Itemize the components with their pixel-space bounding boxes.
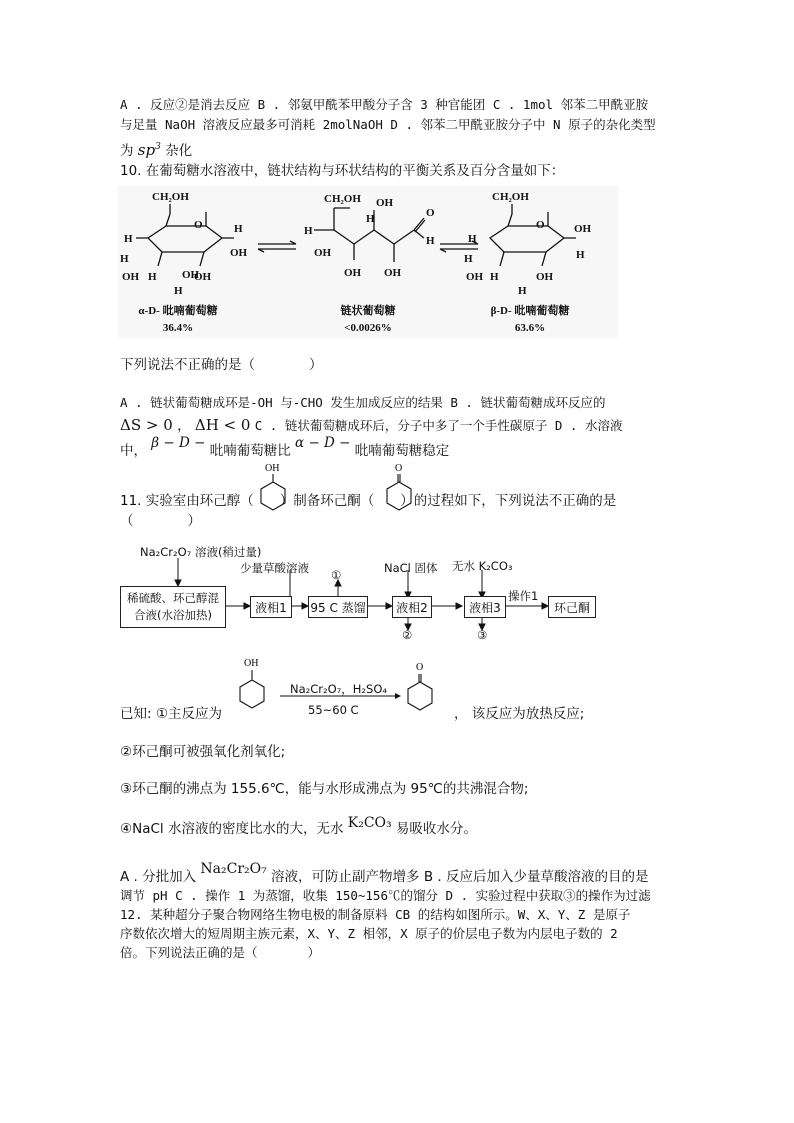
flow-box-liquid-1: 液相1	[250, 596, 292, 618]
flow-output-2: ②	[402, 628, 413, 642]
flow-oxalic-label: 少量草酸溶液	[240, 561, 309, 575]
svg-text:H: H	[304, 225, 313, 237]
k2co3-formula: K₂CO₃	[347, 815, 392, 831]
sp3-text: $sp^3$	[137, 141, 161, 159]
svg-text:H: H	[490, 271, 499, 283]
known-3: ③环己酮的沸点为 155.6℃，能与水形成沸点为 95℃的共沸混合物;	[120, 781, 529, 797]
q10-line3-c: 吡喃葡萄糖稳定	[354, 443, 450, 459]
q11-stem-a: 11. 实验室由环己醇（	[120, 493, 254, 509]
known-4-b: 易吸收水分。	[395, 821, 477, 837]
flow-box-distill: 95 C 蒸馏	[308, 596, 368, 618]
q10-line3-a: 中，	[120, 443, 147, 459]
q9-line3-prefix: 为	[120, 143, 134, 159]
svg-text:H: H	[234, 223, 243, 235]
svg-text:OH: OH	[194, 271, 212, 283]
svg-text:OH: OH	[376, 197, 394, 209]
known-suffix: ， 该反应为放热反应;	[454, 706, 585, 722]
known-4-a: ④NaCl 水溶液的密度比水的大，无水	[120, 821, 344, 837]
svg-text:OH: OH	[314, 247, 332, 259]
na2cr2o7-formula: Na₂Cr₂O₇	[200, 861, 267, 877]
svg-text:OH: OH	[230, 247, 248, 259]
svg-text:H: H	[148, 271, 157, 283]
beta-glucose-percent: 63.6%	[514, 322, 546, 334]
cyclohexanone-icon	[382, 460, 416, 514]
svg-text:O: O	[194, 219, 203, 231]
flow-start-line-2: 合液(水浴加热)	[134, 608, 212, 622]
q10-question: 下列说法不正确的是（ ）	[120, 357, 323, 373]
q10-option-line-3	[120, 435, 680, 462]
svg-text:CH₂OH: CH₂OH	[324, 193, 361, 205]
known-prefix: 已知: ①主反应为	[120, 706, 222, 722]
flow-operation-1: 操作1	[508, 589, 539, 603]
svg-text:O: O	[536, 219, 545, 231]
delta-s-formula: ΔS > 0	[120, 416, 173, 434]
q9-option-line-1: A . 反应②是消去反应 B . 邻氨甲酰苯甲酸分子含 3 种官能团 C . 1mol 邻苯二甲酰亚胺	[120, 97, 649, 112]
q11-opt-a2: 溶液，可防止副产物增多 B . 反应后加入少量草酸溶液的目的是	[271, 869, 649, 885]
q11-stem-c: ）的过程如下，下列说法不正确的是	[400, 493, 617, 509]
svg-text:H: H	[124, 233, 133, 245]
flow-output-1: ①	[331, 568, 342, 582]
q10-comma: ，	[177, 418, 191, 434]
flow-start-line-1: 稀硫酸、环己醇混	[127, 591, 219, 605]
svg-text:CH₂OH: CH₂OH	[492, 191, 529, 203]
svg-text:OH: OH	[122, 271, 140, 283]
flow-start-box	[120, 586, 226, 628]
svg-text:H: H	[366, 213, 375, 225]
svg-text:H: H	[174, 285, 183, 297]
alpha-glucose-name: α-D- 吡喃葡萄糖	[138, 305, 218, 317]
svg-text:OH: OH	[466, 271, 484, 283]
flow-k2co3-label: 无水 K₂CO₃	[452, 559, 513, 573]
svg-text:OH: OH	[265, 463, 280, 474]
q10-option-line-1: A . 链状葡萄糖成环是-OH 与-CHO 发生加成反应的结果 B . 链状葡萄糖成环反应的	[120, 395, 606, 410]
known-4	[120, 815, 680, 840]
svg-text:OH: OH	[536, 271, 554, 283]
svg-text:OH: OH	[384, 267, 402, 279]
delta-h-formula: ΔH < 0	[194, 416, 251, 434]
svg-text:H: H	[120, 253, 129, 265]
q12-line-1: 12. 某种超分子聚合物网络生物电极的制备原料 CB 的结构如图所示。W、X、Y、Z 是原子	[120, 907, 631, 922]
beta-glucose-name: β-D- 吡喃葡萄糖	[490, 305, 570, 317]
alpha-d-formula: α − D −	[295, 435, 351, 451]
q9-line3-suffix: 杂化	[160, 143, 193, 159]
svg-text:H: H	[518, 285, 527, 297]
svg-text:H: H	[468, 233, 477, 245]
flow-box-liquid-2: 液相2	[392, 596, 432, 618]
flow-reagent-top: Na₂Cr₂O₇ 溶液(稍过量)	[140, 545, 262, 559]
svg-text:O: O	[395, 463, 403, 474]
flow-box-liquid-3: 液相3	[464, 596, 506, 618]
q9-option-line-3	[120, 136, 680, 162]
q12-line-2: 序数依次增大的短周期主族元素，X、Y、Z 相邻，X 原子的价层电子数为内层电子数的 2	[120, 926, 618, 941]
reaction-reagents: Na₂Cr₂O₇，H₂SO₄	[290, 682, 388, 696]
beta-d-formula: β − D −	[151, 435, 206, 451]
svg-text:OH: OH	[344, 267, 362, 279]
glucose-equilibrium-figure	[118, 186, 618, 338]
cyclohexanol-icon	[256, 460, 290, 514]
q11-option-line-2: 调节 pH C . 操作 1 为蒸馏，收集 150~156℃的馏分 D . 实验过程中获取③的操作为过滤	[120, 888, 651, 903]
chain-glucose-percent: <0.0026%	[344, 322, 392, 334]
q10-line3-b: 吡喃葡萄糖比	[209, 443, 291, 459]
q10-stem: 10. 在葡萄糖水溶液中，链状结构与环状结构的平衡关系及百分含量如下：	[120, 163, 565, 179]
flow-nacl-label: NaCl 固体	[384, 561, 438, 575]
q11-stem-line-2: （ ）	[120, 513, 201, 529]
reaction-temperature: 55~60 C	[308, 703, 359, 717]
svg-text:OH: OH	[182, 269, 200, 281]
q10-option-line-2	[120, 414, 680, 437]
svg-text:H: H	[576, 249, 585, 261]
alpha-glucose-percent: 36.4%	[162, 322, 194, 334]
known-2: ②环己酮可被强氧化剂氧化;	[120, 744, 286, 760]
flow-output-3: ③	[477, 628, 488, 642]
q10-line2-rest: C . 链状葡萄糖成环后，分子中多了一个手性碳原子 D . 水溶液	[254, 418, 623, 433]
svg-text:OH: OH	[244, 658, 259, 669]
svg-text:O: O	[426, 207, 435, 219]
q11-stem-b: ）制备环己酮（	[279, 493, 375, 509]
svg-text:O: O	[416, 662, 424, 673]
svg-text:H: H	[426, 235, 435, 247]
svg-text:H: H	[464, 253, 473, 265]
q9-option-line-2: 与足量 NaOH 溶液反应最多可消耗 2molNaOH D . 邻苯二甲酰亚胺分子中 N 原子的杂化类型	[120, 117, 656, 132]
q12-line-3: 倍。下列说法正确的是（ ）	[120, 945, 321, 960]
q11-opt-a1: A . 分批加入	[120, 869, 197, 885]
svg-text:OH: OH	[574, 223, 592, 235]
svg-text:CH₂OH: CH₂OH	[152, 191, 189, 203]
flow-box-product: 环己酮	[548, 596, 596, 618]
chain-glucose-name: 链状葡萄糖	[340, 305, 396, 317]
